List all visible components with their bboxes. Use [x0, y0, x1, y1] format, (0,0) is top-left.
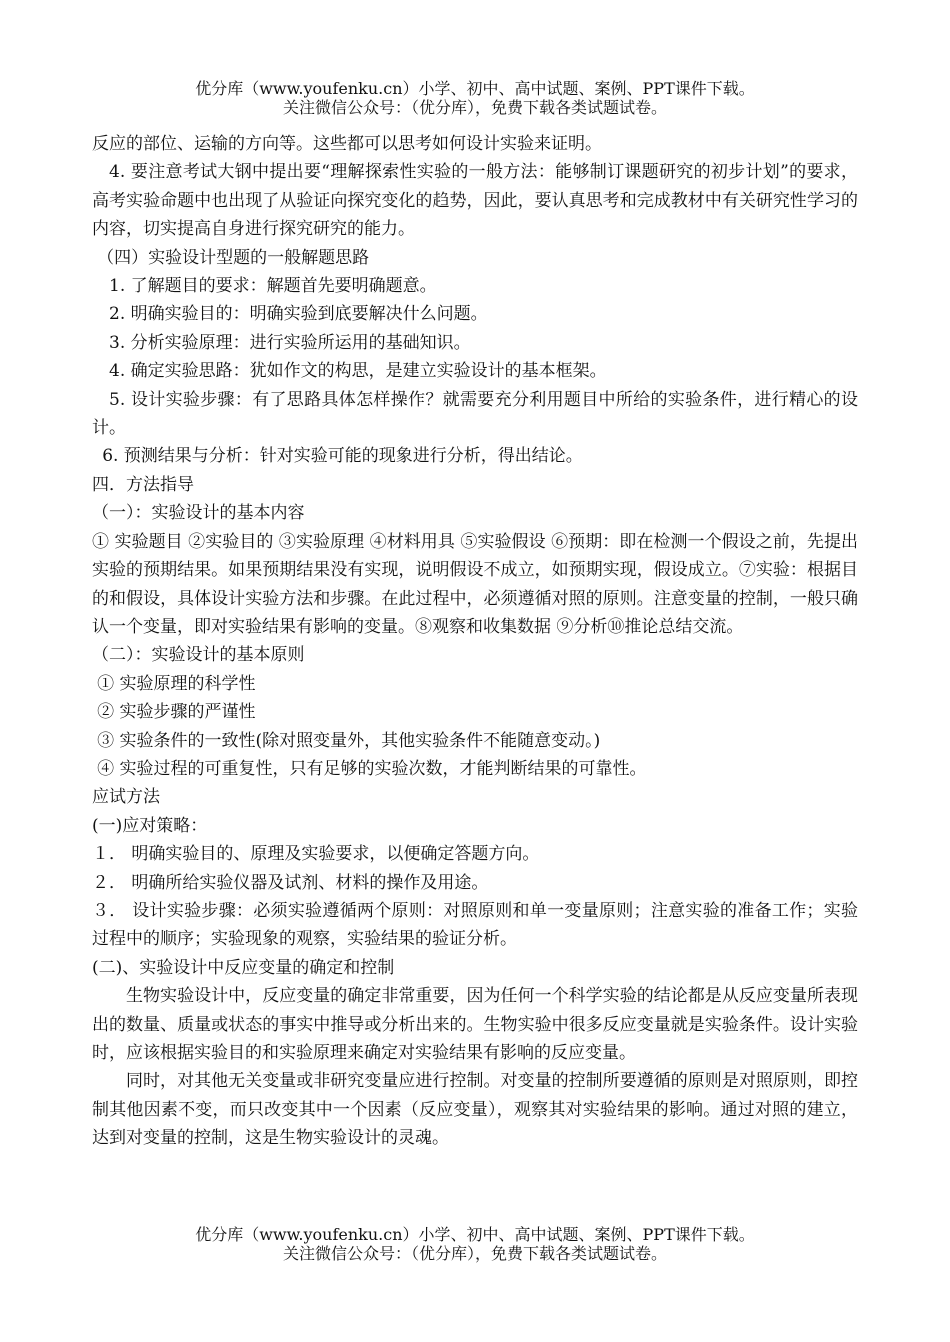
strategy-3: ３． 设计实验步骤：必须实验遵循两个原则：对照原则和单一变量原则；注意实验的准备工作；实验过程中的顺序；实验现象的观察，实验结果的验证分析。	[92, 900, 858, 950]
subheading-basic-content: （一）：实验设计的基本内容	[92, 503, 305, 524]
principle-4: ④ 实验过程的可重复性，只有足够的实验次数，才能判断结果的可靠性。	[97, 758, 647, 779]
step-3: 3. 分析实验原理：进行实验所运用的基础知识。	[109, 332, 471, 353]
section-heading-4: （四）实验设计型题的一般解题思路	[97, 247, 370, 268]
footer-line-2: 关注微信公众号：（优分库），免费下载各类试题试卷。	[282, 1244, 667, 1263]
step-6: 6. 预测结果与分析：针对实验可能的现象进行分析，得出结论。	[102, 446, 583, 467]
section-heading-exam: 应试方法	[92, 787, 160, 808]
document-body	[92, 130, 858, 1153]
header-line-1: 优分库（www.youfenku.cn）小学、初中、高中试题、案例、PPT课件下载。	[195, 79, 755, 98]
subheading-variables: (二)、实验设计中反应变量的确定和控制	[92, 957, 395, 978]
principle-3: ③ 实验条件的一致性(除对照变量外，其他实验条件不能随意变动。)	[97, 730, 601, 751]
header-line-2: 关注微信公众号：（优分库），免费下载各类试题试卷。	[282, 98, 667, 117]
paragraph-variables-2: 同时，对其他无关变量或非研究变量应进行控制。对变量的控制所要遵循的原则是对照原则，即控制其他因素不变，而只改变其中一个因素（反应变量），观察其对实验结果的影响。通过对照的建立，达到对变量的控制，这是生物实验设计的灵魂。	[92, 1071, 858, 1149]
paragraph-basic-content: ① 实验题目 ②实验目的 ③实验原理 ④材料用具 ⑤实验假设 ⑥预期：即在检测一个假设之前，先提出实验的预期结果。如果预期结果没有实现，说明假设不成立，如预期实现，假设成立。⑦实验：根据目的和假设，具体设计实验方法和步骤。在此过程中，必须遵循对照的原则。注意变量的控制，一般只确认一个变量，即对实验结果有影响的变量。⑧观察和收集数据 ⑨分析⑩推论总结交流。	[92, 531, 858, 637]
step-4: 4. 确定实验思路：犹如作文的构思，是建立实验设计的基本框架。	[109, 361, 607, 382]
paragraph-point-4: 4. 要注意考试大钢中提出要“理解探索性实验的一般方法：能够制订课题研究的初步计划”的要求，高考实验命题中也出现了从验证向探究变化的趋势，因此，要认真思考和完成教材中有关研究性学习的内容，切实提高自身进行探究研究的能力。	[92, 162, 858, 240]
step-2: 2. 明确实验目的：明确实验到底要解决什么问题。	[109, 304, 488, 325]
strategy-2: ２． 明确所给实验仪器及试剂、材料的操作及用途。	[92, 872, 489, 893]
principle-1: ① 实验原理的科学性	[97, 673, 256, 694]
step-5: 5. 设计实验步骤：有了思路具体怎样操作？就需要充分利用题目中所给的实验条件，进行精心的设计。	[92, 389, 858, 439]
subheading-basic-principles: （二）：实验设计的基本原则	[92, 645, 305, 666]
strategy-1: １． 明确实验目的、原理及实验要求，以便确定答题方向。	[92, 844, 540, 865]
footer-line-1: 优分库（www.youfenku.cn）小学、初中、高中试题、案例、PPT课件下载。	[195, 1225, 755, 1244]
principle-2: ② 实验步骤的严谨性	[97, 702, 256, 723]
step-1: 1. 了解题目的要求：解题首先要明确题意。	[109, 276, 437, 297]
page-header	[0, 79, 950, 117]
section-heading-method: 四．方法指导	[92, 474, 194, 495]
subheading-strategy: (一)应对策略：	[92, 815, 208, 836]
page-footer	[0, 1225, 950, 1263]
paragraph-continuation: 反应的部位、运输的方向等。这些都可以思考如何设计实验来证明。	[92, 134, 602, 154]
paragraph-variables-1: 生物实验设计中，反应变量的确定非常重要，因为任何一个科学实验的结论都是从反应变量所表现出的数量、质量或状态的事实中推导或分析出来的。生物实验中很多反应变量就是实验条件。设计实验时，应该根据实验目的和实验原理来确定对实验结果有影响的反应变量。	[92, 986, 858, 1063]
